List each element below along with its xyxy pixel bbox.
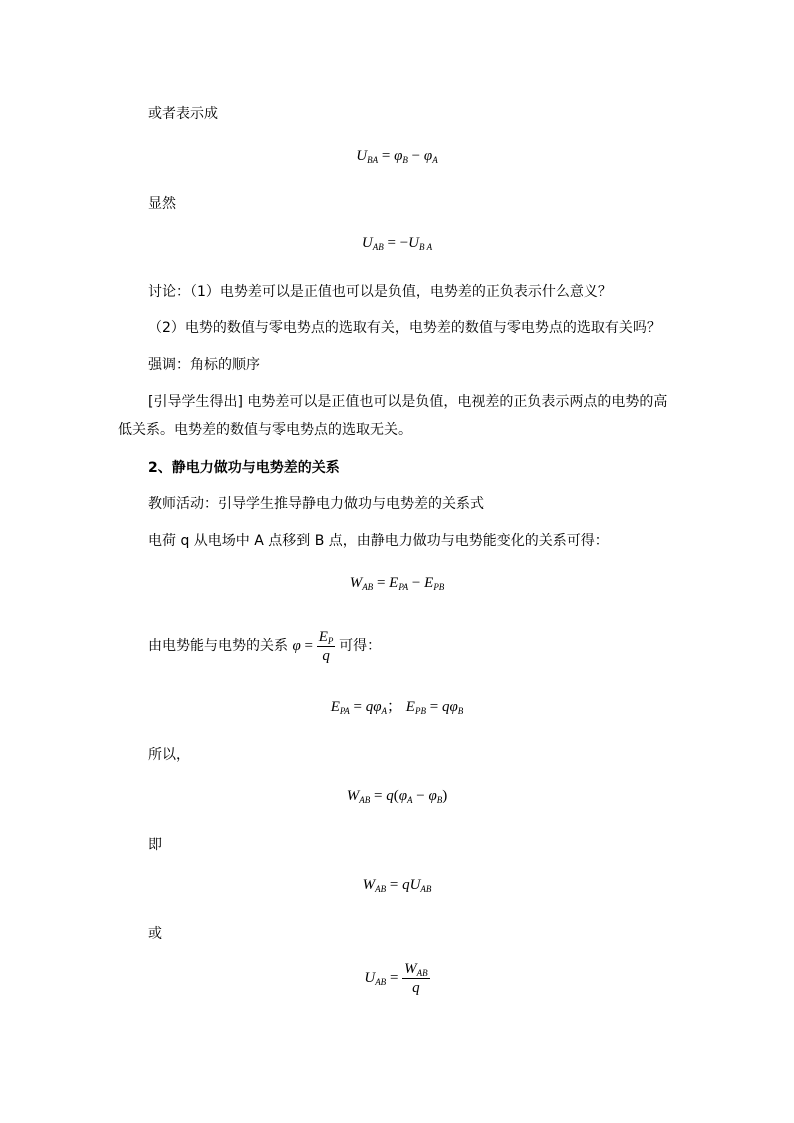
equation-phi-def: φ = $\frac{E_P}{q}$ bbox=[292, 629, 334, 665]
text-potential-relation-b: 可得： bbox=[339, 638, 382, 654]
equation-wab-q-phi: $W_{AB} = q(\varphi_A - \varphi_B)$ bbox=[346, 788, 448, 805]
text-therefore: 所以， bbox=[148, 747, 190, 763]
text-or-expressed-as: 或者表示成 bbox=[148, 106, 218, 122]
equation-wab-quab: $W_{AB} = qU_{AB}$ bbox=[362, 877, 432, 894]
text-teacher-activity: 教师活动：引导学生推导静电力做功与电势差的关系式 bbox=[148, 496, 484, 512]
text-emphasis: 强调：角标的顺序 bbox=[148, 357, 260, 373]
text-charge-move: 电荷 q 从电场中 A 点移到 B 点，由静电力做功与电势能变化的关系可得： bbox=[148, 533, 609, 549]
text-discussion-2: （2）电势的数值与零电势点的选取有关，电势差的数值与零电势点的选取有关吗？ bbox=[148, 320, 661, 336]
equation-wab-epa-epb: $W_{AB} = E_{PA} - E_{PB}$ bbox=[349, 575, 445, 592]
equation-uba: $U_{BA} = \varphi_B - \varphi_A$ bbox=[356, 148, 438, 165]
text-discussion-1: 讨论：（1）电势差可以是正值也可以是负值，电势差的正负表示什么意义？ bbox=[148, 284, 612, 300]
text-that-is: 即 bbox=[148, 837, 162, 853]
text-obviously: 显然 bbox=[148, 196, 176, 212]
equation-uab-neg-uba: $U_{AB} = -U_{B A}$ bbox=[361, 235, 433, 252]
text-conclusion: [引导学生得出] 电势差可以是正值也可以是负值，电视差的正负表示两点的电势的高低关系。电势差的数值与零电势点的选取无关。 bbox=[118, 394, 668, 438]
text-or: 或 bbox=[148, 926, 162, 942]
equation-uab-wab-q: $U_{AB}$ = $\frac{W_{AB}}{q}$ bbox=[364, 961, 428, 996]
section-heading: 2、静电力做功与电势差的关系 bbox=[148, 460, 340, 476]
text-potential-relation bbox=[148, 626, 381, 666]
equation-epa-epb: $E_{PA} = q\varphi_A$； $E_{PB} = q\varphi_B$ bbox=[330, 699, 464, 716]
text-potential-relation-a: 由电势能与电势的关系 bbox=[148, 638, 288, 654]
